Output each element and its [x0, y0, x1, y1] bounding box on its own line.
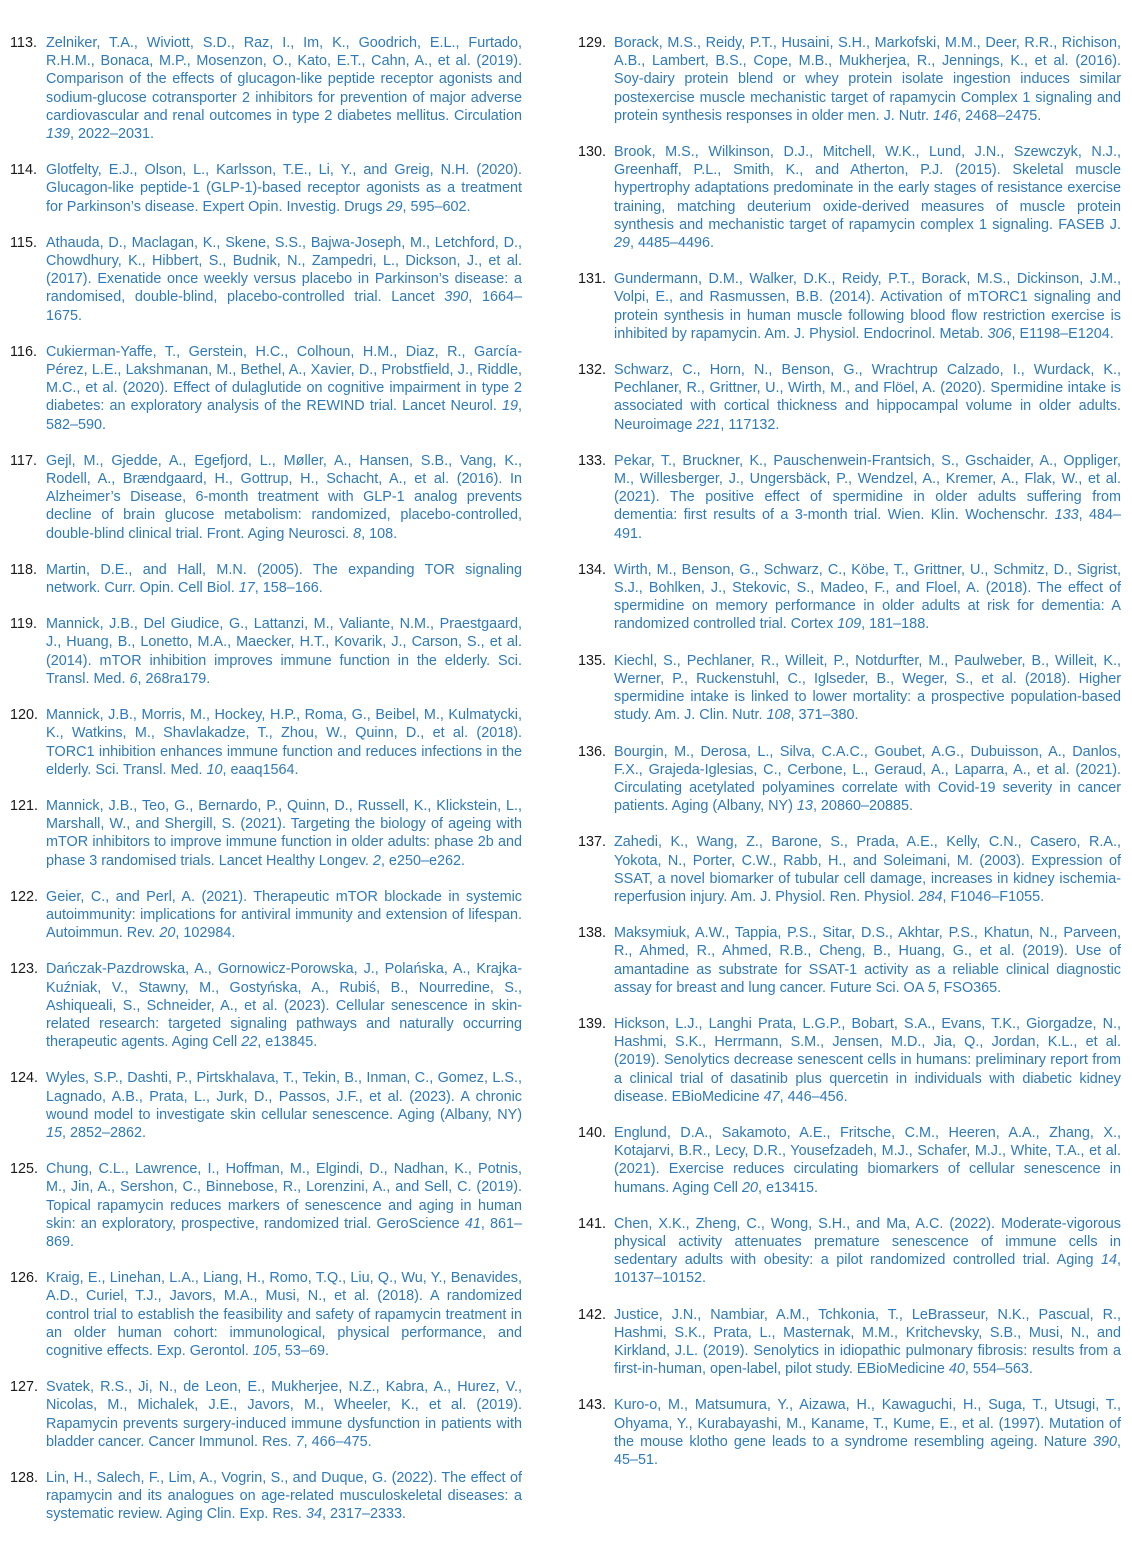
reference-pages: , 20860–20885.: [812, 798, 913, 815]
reference-pages: , 2022–2031.: [70, 126, 155, 143]
reference-link[interactable]: [614, 561, 1121, 634]
reference-item: [10, 1269, 522, 1360]
reference-volume: 40: [948, 1361, 965, 1378]
reference-citation: Mannick, J.B., Morris, M., Hockey, H.P., Roma, G., Beibel, M., Kulmatycki, K., Watkins, M., Shavlakadze, T., Zhou, W., Quinn, D., et al. (2018). TORC1 inhibition enhances immune function and reduces infections in the elderly. Sci. Transl. Med.: [46, 707, 522, 778]
reference-pages: , 108.: [361, 525, 398, 542]
reference-citation: Wyles, S.P., Dashti, P., Pirtskhalava, T., Tekin, B., Inman, C., Gomez, L.S., Lagnado, A.B., Prata, L., Jurk, D., Passos, J.F., et al. (2023). A chronic wound model to investigate skin cellular senescence. Aging (Albany, NY): [46, 1070, 522, 1123]
reference-item: [578, 143, 1121, 252]
reference-citation: Schwarz, C., Horn, N., Benson, G., Wrachtrup Calzado, I., Wurdack, K., Pechlaner, R., Grittner, U., Wirth, M., and Flöel, A. (2020). Spermidine intake is associated with cortical thickness and hippocampal volume in older adults. Neuroimage: [614, 362, 1121, 433]
reference-citation: Kiechl, S., Pechlaner, R., Willeit, P., Notdurfter, M., Paulweber, B., Willeit, K., Werner, P., Ruckenstuhl, C., Iglseder, B., Weger, S., et al. (2018). Higher spermidine intake is linked to lower mortality: a prospective population-based study. Am. J. Clin. Nutr.: [614, 652, 1121, 724]
reference-volume: 5: [927, 979, 936, 996]
reference-number: 127.: [10, 1379, 39, 1396]
reference-number: 121.: [10, 797, 39, 814]
reference-volume: 41: [464, 1215, 481, 1232]
reference-volume: 19: [501, 398, 518, 415]
reference-citation: Zelniker, T.A., Wiviott, S.D., Raz, I., Im, K., Goodrich, E.L., Furtado, R.H.M., Bonaca, M.P., Mosenzon, O., Kato, E.T., Cahn, A., et al. (2019). Comparison of the effects of glucagon-like peptide receptor agonists and sodium-glucose cotransporter 2 inhibitors for prevention of major adverse cardiovascular and renal outcomes in type 2 diabetes mellitus. Circulation: [46, 35, 522, 124]
reference-link[interactable]: [46, 1160, 522, 1251]
reference-link[interactable]: [46, 1269, 522, 1360]
reference-link[interactable]: [46, 1378, 522, 1451]
reference-link[interactable]: [46, 960, 522, 1051]
reference-number: 143.: [578, 1397, 607, 1414]
reference-number: 133.: [578, 452, 607, 469]
reference-pages: , F1046–F1055.: [942, 888, 1045, 905]
reference-volume: 284: [918, 888, 943, 905]
reference-item: [578, 1396, 1121, 1469]
reference-item: [10, 1378, 522, 1451]
reference-citation: Maksymiuk, A.W., Tappia, P.S., Sitar, D.S., Akhtar, P.S., Khatun, N., Parveen, R., Ahmed, R., Ahmed, R.B., Cheng, B., Huang, G., et al. (2019). Use of amantadine as substrate for SSAT-1 activity as a reliable clinical diagnostic assay for breast and lung cancer. Future Sci. OA: [614, 925, 1121, 996]
reference-item: [578, 833, 1121, 906]
reference-volume: 22: [241, 1034, 258, 1051]
reference-link[interactable]: [46, 343, 522, 434]
reference-link[interactable]: [614, 833, 1121, 906]
reference-link[interactable]: [614, 452, 1121, 543]
reference-number: 117.: [10, 452, 37, 469]
reference-citation: Brook, M.S., Wilkinson, D.J., Mitchell, W.K., Lund, J.N., Szewczyk, N.J., Greenhaff, P.L., Smith, K., and Atherton, P.J. (2015). Skeletal muscle hypertrophy adaptations predominate in the early stages of resistance exercise training, matching deuterium oxide-derived measures of muscle protein synthesis and mechanistic target of rapamycin complex 1 signaling. FASEB J.: [614, 144, 1121, 233]
reference-pages: , 446–456.: [779, 1088, 848, 1105]
reference-volume: 2: [372, 852, 381, 869]
reference-volume: 105: [252, 1342, 277, 1359]
reference-number: 137.: [578, 834, 607, 851]
reference-volume: 10: [206, 761, 223, 778]
reference-citation: Chung, C.L., Lawrence, I., Hoffman, M., Elgindi, D., Nadhan, K., Potnis, M., Jin, A., Sershon, C., Binnebose, R., Lorenzini, A., and Sell, C. (2019). Topical rapamycin reduces markers of senescence and aging in human skin: an exploratory, prospective, randomized trial. GeroScience: [46, 1161, 522, 1232]
reference-item: [578, 1015, 1121, 1106]
reference-citation: Martin, D.E., and Hall, M.N. (2005). The expanding TOR signaling network. Curr. Opin. Cell Biol.: [46, 561, 522, 597]
reference-volume: 139: [46, 126, 71, 143]
reference-citation: Pekar, T., Bruckner, K., Pauschenwein-Frantsich, S., Gschaider, A., Oppliger, M., Willesberger, J., Ungersbäck, P., Wendzel, A., Kremer, A., Flak, W., et al. (2021). The positive effect of spermidine in older adults suffering from dementia: first results of a 3-month trial. Wien. Klin. Wochenschr.: [614, 452, 1121, 524]
reference-pages: , E1198–E1204.: [1011, 325, 1114, 342]
reference-number: 119.: [10, 616, 37, 633]
reference-volume: 29: [386, 198, 403, 215]
reference-citation: Dańczak-Pazdrowska, A., Gornowicz-Porowska, J., Polańska, A., Krajka-Kuźniak, V., Stawny, M., Gostyńska, A., Rubiś, B., Nourredine, S., Ashiqueali, S., Schneider, A., et al. (2023). Cellular senescence in skin-related research: targeted signaling pathways and naturally occurring therapeutic agents. Aging Cell: [46, 961, 522, 1051]
reference-link[interactable]: [46, 452, 522, 543]
reference-item: [578, 924, 1121, 997]
reference-citation: Cukierman-Yaffe, T., Gerstein, H.C., Colhoun, H.M., Diaz, R., García-Pérez, L.E., Lakshmanan, M., Bethel, A., Xavier, D., Probstfield, J., Riddle, M.C., et al. (2020). Effect of dulaglutide on cognitive impairment in type 2 diabetes: an exploratory analysis of the REWIND trial. Lancet Neurol.: [46, 343, 522, 415]
reference-pages: , 158–166.: [254, 580, 323, 597]
reference-pages: , 582–590.: [46, 398, 522, 433]
reference-number: 136.: [578, 743, 607, 760]
reference-link[interactable]: [614, 1124, 1121, 1197]
reference-item: [578, 1215, 1121, 1288]
reference-citation: Englund, D.A., Sakamoto, A.E., Fritsche, C.M., Heeren, A.A., Zhang, X., Kotajarvi, B.R., Lecy, D.R., Yousefzadeh, M.J., Schafer, M.J., White, T.A., et al. (2021). Exercise reduces circulating biomarkers of cellular senescence in humans. Aging Cell: [614, 1124, 1121, 1196]
reference-item: [10, 1160, 522, 1251]
reference-volume: 13: [796, 798, 813, 815]
reference-link[interactable]: [614, 652, 1121, 725]
reference-pages: , 1664–1675.: [46, 289, 522, 324]
reference-number: 130.: [578, 144, 607, 161]
reference-link[interactable]: [614, 1396, 1121, 1469]
reference-citation: Gejl, M., Gjedde, A., Egefjord, L., Møller, A., Hansen, S.B., Vang, K., Rodell, A., Brændgaard, H., Gottrup, H., Schacht, A., et al. (2016). In Alzheimer’s Disease, 6-month treatment with GLP-1 analog prevents decline of brain glucose metabolism: randomized, placebo-controlled, double-blind clinical trial. Front. Aging Neurosci.: [46, 452, 522, 542]
reference-pages: , FSO365.: [935, 979, 1002, 996]
reference-link[interactable]: [46, 706, 522, 779]
reference-item: [10, 1069, 522, 1142]
reference-link[interactable]: [46, 1069, 522, 1142]
reference-link[interactable]: [46, 797, 522, 870]
reference-pages: , 2852–2862.: [62, 1124, 147, 1141]
reference-item: [10, 452, 522, 543]
reference-volume: 390: [1092, 1433, 1117, 1450]
reference-volume: 133: [1054, 507, 1079, 524]
reference-number: 135.: [578, 652, 607, 669]
reference-number: 120.: [10, 707, 39, 724]
reference-volume: 15: [46, 1124, 63, 1141]
reference-citation: Lin, H., Salech, F., Lim, A., Vogrin, S., and Duque, G. (2022). The effect of rapamycin and its analogues on age-related musculoskeletal diseases: a systematic review. Aging Clin. Exp. Res.: [46, 1470, 522, 1523]
reference-number: 134.: [578, 561, 607, 578]
reference-item: [578, 652, 1121, 725]
references-column-left: [10, 34, 522, 1542]
reference-link[interactable]: [614, 743, 1121, 816]
reference-pages: , 102984.: [175, 925, 236, 942]
reference-number: 142.: [578, 1306, 607, 1323]
reference-number: 126.: [10, 1270, 39, 1287]
reference-volume: 34: [305, 1506, 322, 1523]
reference-item: [578, 1306, 1121, 1379]
reference-item: [10, 34, 522, 143]
reference-item: [578, 270, 1121, 343]
reference-link[interactable]: [614, 1015, 1121, 1106]
reference-link[interactable]: [46, 1469, 522, 1524]
reference-number: 123.: [10, 961, 39, 978]
reference-item: [10, 561, 522, 597]
reference-item: [578, 561, 1121, 634]
reference-citation: Gundermann, D.M., Walker, D.K., Reidy, P.T., Borack, M.S., Dickinson, J.M., Volpi, E., and Rasmussen, B.B. (2014). Activation of mTORC1 signaling and protein synthesis in human muscle following blood flow restriction exercise is inhibited by rapamycin. Am. J. Physiol. Endocrinol. Metab.: [614, 271, 1121, 342]
reference-volume: 221: [696, 416, 721, 433]
reference-number: 138.: [578, 925, 607, 942]
reference-pages: , 45–51.: [614, 1433, 1121, 1468]
reference-pages: , 268ra179.: [137, 670, 211, 687]
reference-link[interactable]: [46, 561, 522, 597]
reference-citation: Geier, C., and Perl, A. (2021). Therapeutic mTOR blockade in systemic autoimmunity: implications for antiviral immunity and extension of lifespan. Autoimmun. Rev.: [46, 888, 522, 942]
reference-link[interactable]: [614, 34, 1121, 125]
reference-citation: Wirth, M., Benson, G., Schwarz, C., Köbe, T., Grittner, U., Schmitz, D., Sigrist, S.J., Bohlken, J., Stekovic, S., Madeo, F., and Floel, A. (2018). The effect of spermidine on memory performance in older adults at risk for dementia: A randomized controlled trial. Cortex: [614, 561, 1121, 633]
reference-item: [10, 888, 522, 943]
reference-number: 113.: [10, 35, 37, 51]
reference-item: [578, 743, 1121, 816]
reference-citation: Mannick, J.B., Del Giudice, G., Lattanzi, M., Valiante, N.M., Praestgaard, J., Huang, B., Lonetto, M.A., Maecker, H.T., Kovarik, J., Carson, S., et al. (2014). mTOR inhibition improves immune function in the elderly. Sci. Transl. Med.: [46, 616, 522, 687]
reference-item: [578, 34, 1121, 125]
reference-link[interactable]: [614, 1215, 1121, 1288]
reference-link[interactable]: [614, 143, 1121, 252]
reference-number: 125.: [10, 1161, 39, 1178]
reference-item: [10, 161, 522, 216]
reference-link[interactable]: [614, 361, 1121, 434]
reference-item: [10, 960, 522, 1051]
reference-number: 129.: [578, 35, 607, 51]
reference-pages: , 595–602.: [402, 198, 471, 215]
reference-item: [10, 615, 522, 688]
reference-item: [578, 361, 1121, 434]
reference-number: 128.: [10, 1470, 39, 1486]
reference-pages: , 117132.: [720, 416, 780, 433]
reference-citation: Kuro-o, M., Matsumura, Y., Aizawa, H., Kawaguchi, H., Suga, T., Utsugi, T., Ohyama, Y., Kurabayashi, M., Kaname, T., Kume, E., et al. (1997). Mutation of the mouse klotho gene leads to a syndrome resembling ageing. Nature: [614, 1397, 1121, 1450]
reference-number: 140.: [578, 1124, 607, 1141]
reference-citation: Borack, M.S., Reidy, P.T., Husaini, S.H., Markofski, M.M., Deer, R.R., Richison, A.B., Lambert, B.S., Cope, M.B., Mukherjea, R., Jennings, K., et al. (2016). Soy-dairy protein blend or whey protein isolate ingestion induces similar postexercise muscle mechanistic target of rapamycin Complex 1 signaling and protein synthesis responses in older men. J. Nutr.: [614, 35, 1121, 124]
reference-volume: 390: [444, 289, 469, 306]
reference-item: [578, 452, 1121, 543]
reference-volume: 14: [1100, 1252, 1117, 1269]
reference-pages: , 466–475.: [303, 1433, 372, 1450]
reference-citation: Svatek, R.S., Ji, N., de Leon, E., Mukherjee, N.Z., Kabra, A., Hurez, V., Nicolas, M., Michalek, J.E., Javors, M., Wheeler, K., et al. (2019). Rapamycin prevents surgery-induced immune dysfunction in patients with bladder cancer. Cancer Immunol. Res.: [46, 1379, 522, 1450]
references-column-right: [578, 34, 1121, 1487]
reference-number: 139.: [578, 1015, 607, 1032]
reference-citation: Kraig, E., Linehan, L.A., Liang, H., Romo, T.Q., Liu, Q., Wu, Y., Benavides, A.D., Curiel, T.J., Javors, M.A., Musi, N., et al. (2018). A randomized control trial to establish the feasibility and safety of rapamycin treatment in an older human cohort: immunological, physical performance, and cognitive effects. Exp. Gerontol.: [46, 1270, 522, 1359]
reference-volume: 109: [837, 616, 862, 633]
reference-number: 131.: [578, 271, 607, 288]
reference-citation: Chen, X.K., Zheng, C., Wong, S.H., and Ma, A.C. (2022). Moderate-vigorous physical activity attenuates premature senescence of immune cells in sedentary adults with obesity: a pilot randomized controlled trial. Aging: [614, 1215, 1121, 1269]
reference-pages: , eaaq1564.: [222, 761, 299, 778]
reference-link[interactable]: [614, 924, 1121, 997]
reference-citation: Mannick, J.B., Teo, G., Bernardo, P., Quinn, D., Russell, K., Klickstein, L., Marshall, W., and Shergill, S. (2021). Targeting the biology of ageing with mTOR inhibitors to improve immune function in older adults: phase 2b and phase 3 randomised trials. Lancet Healthy Longev.: [46, 797, 522, 869]
reference-volume: 6: [129, 670, 138, 687]
reference-number: 116.: [10, 343, 37, 360]
reference-number: 114.: [10, 162, 37, 179]
reference-link[interactable]: [46, 888, 522, 943]
reference-link[interactable]: [46, 234, 522, 325]
reference-citation: Zahedi, K., Wang, Z., Barone, S., Prada, A.E., Kelly, C.N., Casero, R.A., Yokota, N., Porter, C.W., Rabb, H., and Soleimani, M. (2003). Expression of SSAT, a novel biomarker of tubular cell damage, increases in kidney ischemia-reperfusion injury. Am. J. Physiol. Ren. Physiol.: [614, 834, 1121, 905]
reference-link[interactable]: [46, 34, 522, 143]
reference-volume: 17: [238, 580, 255, 597]
reference-citation: Justice, J.N., Nambiar, A.M., Tchkonia, T., LeBrasseur, N.K., Pascual, R., Hashmi, S.K., Prata, L., Masternak, M.M., Kritchevsky, S.B., Musi, N., and Kirkland, J.L. (2019). Senolytics in idiopathic pulmonary fibrosis: results from a first-in-human, open-label, pilot study. EBioMedicine: [614, 1306, 1121, 1378]
reference-pages: , 484–491.: [614, 507, 1122, 542]
reference-pages: , 554–563.: [964, 1361, 1033, 1378]
reference-volume: 29: [614, 235, 631, 252]
reference-number: 115.: [10, 234, 37, 251]
reference-item: [10, 797, 522, 870]
reference-pages: , e13845.: [257, 1034, 318, 1051]
reference-link[interactable]: [46, 161, 522, 216]
reference-item: [10, 343, 522, 434]
reference-pages: , 861–869.: [46, 1215, 522, 1250]
reference-volume: 7: [295, 1433, 304, 1450]
reference-volume: 146: [933, 107, 958, 124]
reference-pages: , e13415.: [758, 1179, 819, 1196]
reference-citation: Glotfelty, E.J., Olson, L., Karlsson, T.E., Li, Y., and Greig, N.H. (2020). Glucagon-like peptide-1 (GLP-1)-based receptor agonists as a treatment for Parkinson’s disease. Expert Opin. Investig. Drugs: [46, 162, 522, 215]
reference-citation: Hickson, L.J., Langhi Prata, L.G.P., Bobart, S.A., Evans, T.K., Giorgadze, N., Hashmi, S.K., Herrmann, S.M., Jensen, M.D., Jia, Q., Jordan, K.L., et al. (2019). Senolytics decrease senescent cells in humans: preliminary report from a clinical trial of dasatinib plus quercetin in individuals with diabetic kidney disease. EBioMedicine: [614, 1015, 1121, 1105]
reference-pages: , 53–69.: [276, 1342, 329, 1359]
reference-volume: 108: [766, 707, 791, 724]
reference-pages: , 2317–2333.: [321, 1506, 406, 1523]
reference-number: 118.: [10, 561, 37, 578]
reference-pages: , 371–380.: [790, 707, 859, 724]
reference-item: [10, 234, 522, 325]
reference-link[interactable]: [614, 270, 1121, 343]
reference-pages: , 2468–2475.: [957, 107, 1042, 124]
reference-pages: , e250–e262.: [380, 852, 465, 869]
reference-item: [10, 706, 522, 779]
reference-volume: 20: [159, 925, 176, 942]
reference-pages: , 10137–10152.: [614, 1252, 1121, 1287]
reference-citation: Athauda, D., Maclagan, K., Skene, S.S., Bajwa-Joseph, M., Letchford, D., Chowdhury, K., Hibbert, S., Budnik, N., Zampedri, L., Dickson, J., et al. (2017). Exenatide once weekly versus placebo in Parkinson’s disease: a randomised, double-blind, placebo-controlled trial. Lancet: [46, 234, 522, 306]
reference-item: [10, 1469, 522, 1524]
reference-volume: 47: [763, 1088, 780, 1105]
reference-link[interactable]: [46, 615, 522, 688]
reference-volume: 20: [742, 1179, 759, 1196]
reference-number: 132.: [578, 362, 607, 379]
reference-link[interactable]: [614, 1306, 1121, 1379]
reference-volume: 8: [353, 525, 362, 542]
reference-volume: 306: [987, 325, 1012, 342]
reference-number: 141.: [578, 1215, 607, 1232]
reference-pages: , 181–188.: [861, 616, 930, 633]
reference-number: 124.: [10, 1070, 39, 1087]
reference-pages: , 4485–4496.: [630, 235, 715, 252]
reference-number: 122.: [10, 888, 39, 905]
reference-item: [578, 1124, 1121, 1197]
reference-citation: Bourgin, M., Derosa, L., Silva, C.A.C., Goubet, A.G., Dubuisson, A., Danlos, F.X., Grajeda-Iglesias, C., Cerbone, L., Geraud, A., Laparra, A., et al. (2021). Circulating acetylated polyamines correlate with Covid-19 severity in cancer patients. Aging (Albany, NY): [614, 743, 1121, 815]
